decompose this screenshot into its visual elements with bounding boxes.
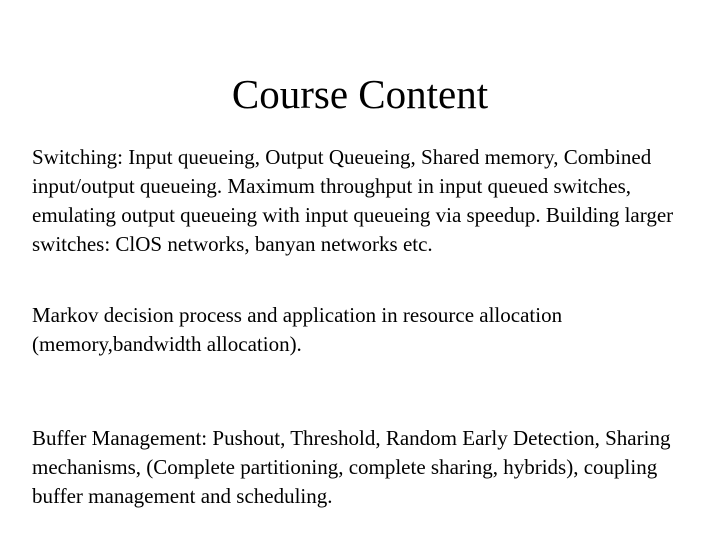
paragraph-switching: Switching: Input queueing, Output Queueing, Shared memory, Combined input/output queueing. Maximum throughput in input queued switches, emulating output queueing with input queueing via speedup. Building larger switches: Cl​OS networks, banyan networks etc. — [32, 145, 674, 256]
paragraph-buffer-management: Buffer Management: Pushout, Threshold, Random Early Detection, Sharing mechanisms, (Complete partitioning, complete sharing, hybrids), coupling buffer management and scheduling. — [32, 426, 671, 508]
paragraph-markov: Markov decision process and application in resource allocation (memory,bandwidth allocation). — [32, 303, 563, 356]
slide-title: Course Content — [231, 71, 489, 117]
